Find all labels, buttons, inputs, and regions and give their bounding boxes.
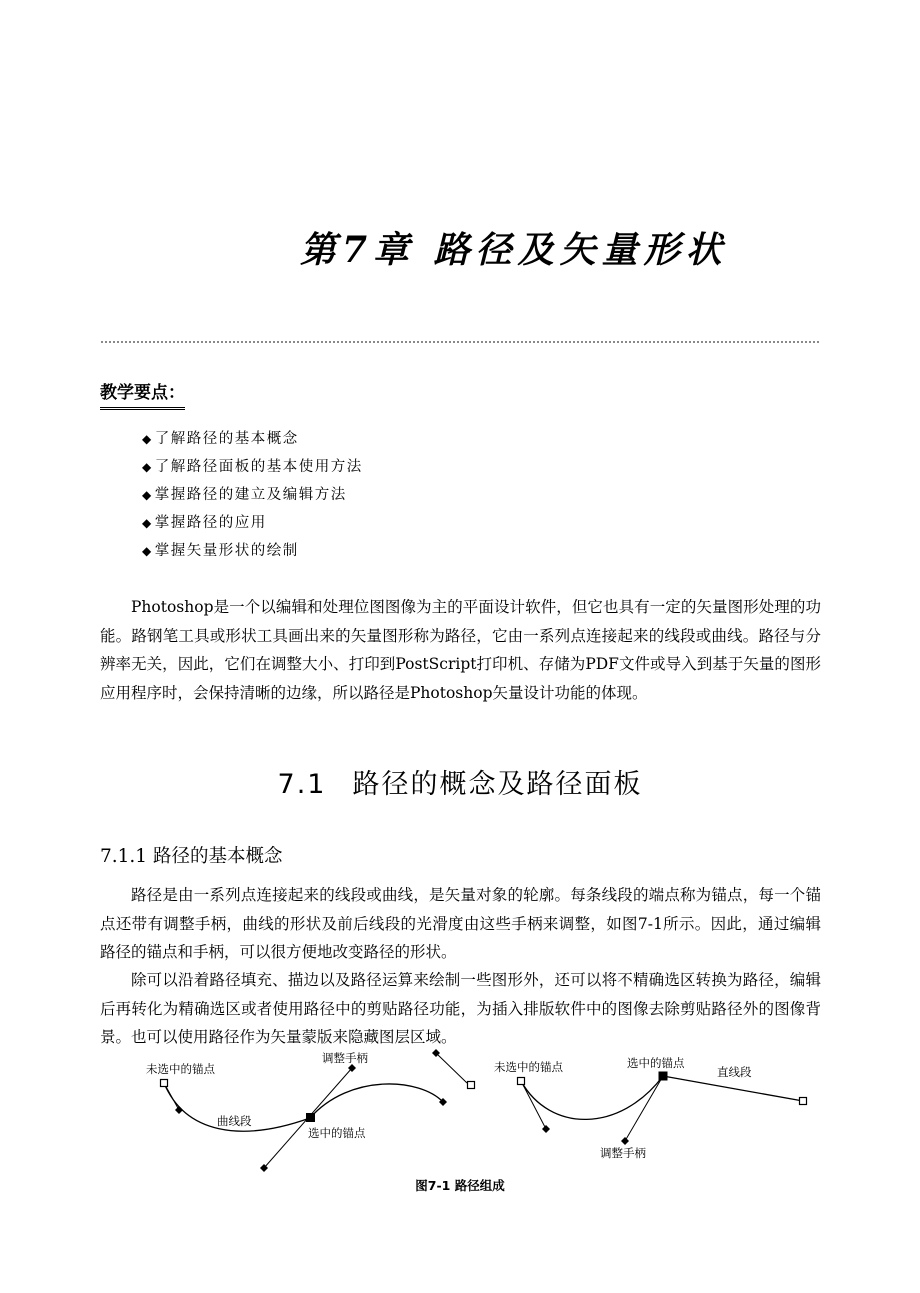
handle-point-icon [621,1137,629,1145]
key-points-heading: 教学要点： [100,378,185,410]
body-paragraph: 除可以沿着路径填充、描边以及路径运算来绘制一些图形外，还可以将不精确选区转换为路径，编辑后再转化为精确选区或者使用路径中的剪贴路径功能，为插入排版软件中的图像去除剪贴路径外的图像背景。也可以使用路径作为矢量蒙版来隐藏图层区域。 [100,971,821,1046]
key-point-text: 了解路径的基本概念 [154,431,299,447]
label-straight-segment: 直线段 [717,1065,752,1079]
label-selected-anchor: 选中的锚点 [627,1056,685,1070]
key-point-text: 掌握矢量形状的绘制 [154,543,299,559]
decorative-divider [100,339,820,345]
handle-point-icon [542,1125,550,1133]
straight-segment [663,1076,803,1101]
label-handle: 调整手柄 [600,1146,646,1160]
handle-point-icon [175,1106,183,1114]
curved-path-diagram [146,1049,475,1172]
key-point-item [142,456,363,484]
label-handle: 调整手柄 [322,1051,368,1065]
diamond-bullet-icon: ◆ [142,432,153,446]
label-curve-segment: 曲线段 [217,1114,252,1128]
key-point-item [142,512,363,540]
handle-line [436,1053,467,1083]
unselected-anchor-icon [518,1078,525,1085]
key-point-text: 掌握路径的建立及编辑方法 [154,487,347,503]
selected-anchor-icon [306,1113,315,1122]
path-components-figure [130,1043,820,1178]
key-point-text: 掌握路径的应用 [154,515,267,531]
diamond-bullet-icon: ◆ [142,488,153,502]
key-point-text: 了解路径面板的基本使用方法 [154,459,363,475]
diamond-bullet-icon: ◆ [142,460,153,474]
curve-segment [164,1083,443,1131]
label-unselected-anchor: 未选中的锚点 [146,1062,215,1076]
handle-line [625,1076,663,1141]
key-point-item [142,484,363,512]
intro-paragraph: Photoshop是一个以编辑和处理位图图像为主的平面设计软件，但它也具有一定的矢量图形处理的功能。路钢笔工具或形状工具画出来的矢量图形称为路径，它由一系列点连接起来的线段或曲线。路径与分辨率无关，因此，它们在调整大小、打印到PostScript打印机、存储为PDF文件或导入到基于矢量的图形应用程序时，会保持清晰的边缘，所以路径是Photoshop矢量设计功能的体现。 [100,598,821,702]
key-point-item [142,428,363,456]
diamond-bullet-icon: ◆ [142,544,153,558]
selected-anchor-icon [659,1072,668,1081]
section-title-text: 路径的概念及路径面板 [352,769,643,800]
unselected-anchor-icon [800,1098,807,1105]
section-title [0,762,920,801]
diamond-bullet-icon: ◆ [142,516,153,530]
chapter-title: 第7章 路径及矢量形状 [300,229,728,271]
key-point-item [142,540,363,568]
figure-caption: 图7-1 路径组成 [415,1178,505,1193]
label-selected-anchor: 选中的锚点 [308,1126,366,1140]
subsection-title: 7.1.1 路径的基本概念 [100,846,283,867]
section-number: 7.1 [277,769,327,800]
key-points-list [142,428,363,568]
unselected-anchor-icon [468,1082,475,1089]
unselected-anchor-icon [161,1080,168,1087]
label-unselected-anchor: 未选中的锚点 [494,1060,563,1074]
straight-path-diagram [494,1056,807,1160]
body-paragraph: 路径是由一系列点连接起来的线段或曲线，是矢量对象的轮廓。每条线段的端点称为锚点，每一个锚点还带有调整手柄，曲线的形状及前后线段的光滑度由这些手柄来调整，如图7-1所示。因此，通过编辑路径的锚点和手柄，可以很方便地改变路径的形状。 [100,886,821,961]
